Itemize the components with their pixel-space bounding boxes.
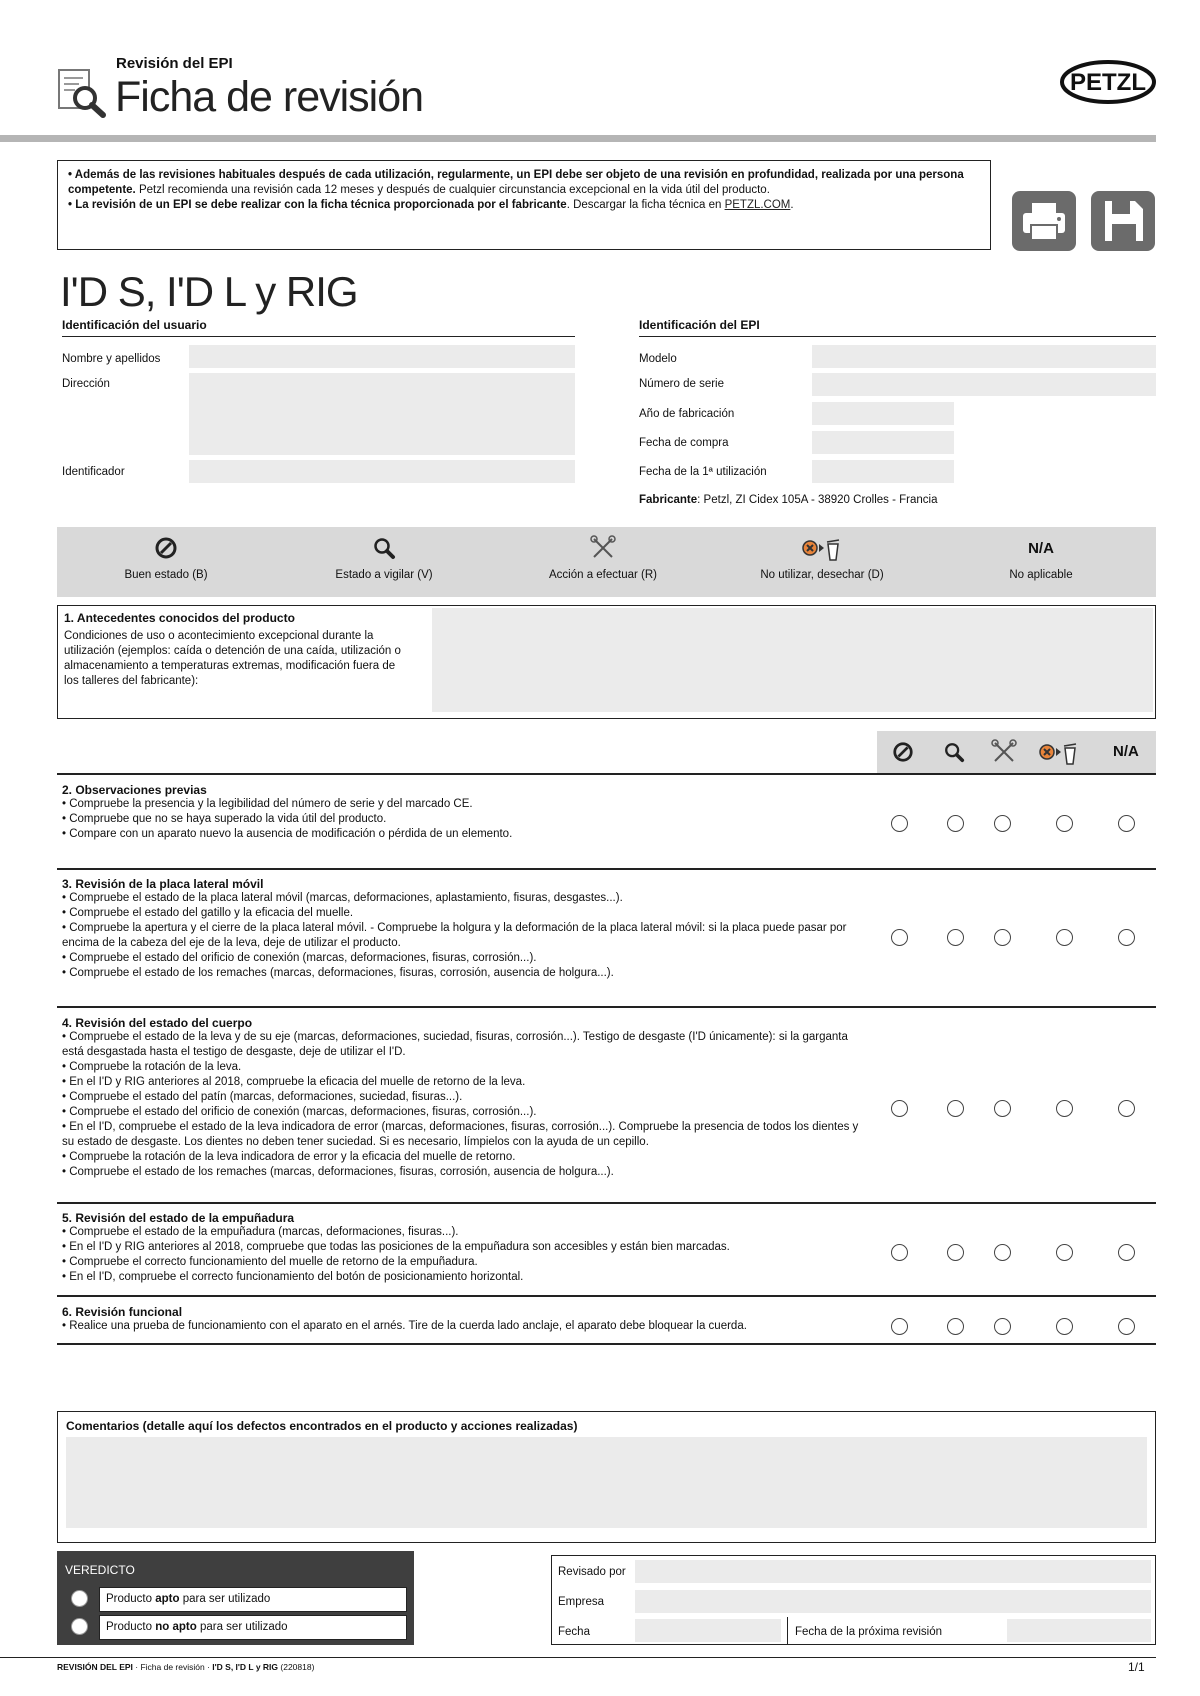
first-use-field[interactable] <box>812 460 954 483</box>
petzl-link[interactable]: PETZL.COM <box>724 199 791 211</box>
first-use-label: Fecha de la 1ª utilización <box>639 466 767 478</box>
address-field[interactable] <box>189 373 575 455</box>
legend-discard: No utilizar, desechar (D) <box>722 535 922 581</box>
row-divider <box>57 773 1156 775</box>
section-body: 4. Revisión del estado del cuerpo • Compruebe el estado de la leva y de su eje (marcas, deformaciones, suciedad, fisuras, corrosión...). Testigo de desgaste (I'D únicamente): si la garganta está desgastada hasta el testigo de desgaste, deje de utilizar el I'D. • Compruebe la rotación de la leva. • En el I'D y RIG anteriores al 2018, compruebe la eficacia del muelle de retorno de la leva. • Compruebe el estado del patín (marcas, deformaciones, suciedad, fisuras...). • Compruebe el estado del orificio de conexión (marcas, deformaciones, fisuras, corrosión...). • En el I'D, compruebe el estado de la leva indicadora de error (marcas, deformaciones, fisuras, corrosión...). Compruebe la presencia de todos los dientes y su estado de desgaste. Los dientes no deben tener suciedad. Si es necesario, límpielos con la ayuda de un cepillo. • Compruebe la rotación de la leva indicadora de error y la eficacia del muelle de retorno. • Compruebe el estado de los remaches (marcas, deformaciones, fisuras, corrosión, ausencia de holgura...). <box>62 1016 859 1178</box>
discard-icon <box>802 534 842 562</box>
discard-icon <box>1039 738 1079 766</box>
row-divider <box>57 868 1156 870</box>
model-field[interactable] <box>812 345 1156 368</box>
ppe-id-heading: Identificación del EPI <box>639 318 1156 337</box>
legend-action: Acción a efectuar (R) <box>503 535 703 581</box>
identifier-field[interactable] <box>189 460 575 483</box>
footer-doc-id: REVISIÓN DEL EPI · Ficha de revisión · I'D S, I'D L y RIG (220818) <box>57 1662 315 1672</box>
header-divider <box>0 135 1156 142</box>
radio-discard-5[interactable] <box>1056 1244 1073 1261</box>
save-button[interactable] <box>1091 191 1155 251</box>
verdict-unfit-radio[interactable] <box>71 1618 88 1635</box>
radio-discard-3[interactable] <box>1056 929 1073 946</box>
verdict-title: VEREDICTO <box>65 1563 135 1577</box>
history-field[interactable] <box>432 608 1153 712</box>
legend-na: N/A No aplicable <box>1009 539 1073 581</box>
purchase-date-label: Fecha de compra <box>639 437 729 449</box>
year-label: Año de fabricación <box>639 408 735 420</box>
manufacturer-text: Fabricante: Petzl, ZI Cidex 105A - 38920 Crolles - Francia <box>639 494 938 506</box>
reviewed-by-field[interactable] <box>635 1560 1151 1583</box>
radio-good-2[interactable] <box>891 815 908 832</box>
radio-na-4[interactable] <box>1118 1100 1135 1117</box>
radio-action-2[interactable] <box>994 815 1011 832</box>
radio-monitor-3[interactable] <box>947 929 964 946</box>
comments-title: Comentarios (detalle aquí los defectos encontrados en el producto y acciones realizadas) <box>66 1419 578 1433</box>
page-number: 1/1 <box>1128 1660 1145 1674</box>
purchase-date-field[interactable] <box>812 431 954 454</box>
reviewed-by-label: Revisado por <box>558 1566 626 1578</box>
radio-discard-4[interactable] <box>1056 1100 1073 1117</box>
radio-action-3[interactable] <box>994 929 1011 946</box>
radio-monitor-4[interactable] <box>947 1100 964 1117</box>
user-id-heading: Identificación del usuario <box>62 318 575 337</box>
identifier-label: Identificador <box>62 466 125 478</box>
verdict-box <box>57 1551 414 1645</box>
date-field[interactable] <box>635 1619 781 1642</box>
radio-na-3[interactable] <box>1118 929 1135 946</box>
company-field[interactable] <box>635 1590 1151 1613</box>
verdict-unfit-option[interactable]: Producto no apto para ser utilizado <box>99 1615 407 1640</box>
radio-na-6[interactable] <box>1118 1318 1135 1335</box>
radio-good-4[interactable] <box>891 1100 908 1117</box>
status-column-header <box>877 731 1156 773</box>
notice-box: • Además de las revisiones habituales después de cada utilización, regularmente, un EPI debe ser objeto de una revisión en profundidad, realizada por una persona competente. Petzl recomienda una revisión cada 12 meses y después de cualquier circunstancia excepcional en la vida útil del producto. • La revisión de un EPI se debe realizar con la ficha técnica proporcionada por el fabricante. Descargar la ficha técnica en PETZL.COM. <box>57 160 991 250</box>
row-divider <box>57 1343 1156 1345</box>
section-handle: 5. Revisión del estado de la empuñadura • Compruebe el estado de la empuñadura (marcas, deformaciones, fisuras...). • En el I'D y RIG anteriores al 2018, compruebe que todas las posiciones de la empuñadura son accesibles y están bien marcadas. • Compruebe el correcto funcionamiento del muelle de retorno de la empuñadura. • En el I'D, compruebe el correcto funcionamiento del botón de posicionamiento horizontal. <box>62 1211 730 1283</box>
verdict-fit-option[interactable]: Producto apto para ser utilizado <box>99 1587 407 1612</box>
radio-discard-2[interactable] <box>1056 815 1073 832</box>
floppy-disk-icon <box>1091 191 1155 251</box>
printer-icon <box>1012 191 1076 251</box>
name-label: Nombre y apellidos <box>62 353 161 365</box>
radio-na-5[interactable] <box>1118 1244 1135 1261</box>
radio-monitor-6[interactable] <box>947 1318 964 1335</box>
history-title: 1. Antecedentes conocidos del producto <box>64 611 295 625</box>
comments-field[interactable] <box>66 1437 1147 1528</box>
check-circle-icon <box>154 536 178 560</box>
product-title: I'D S, I'D L y RIG <box>60 268 358 315</box>
na-column-label: N/A <box>1113 743 1139 760</box>
inspection-doc-icon <box>55 68 107 118</box>
section-preliminary: 2. Observaciones previas • Compruebe la presencia y la legibilidad del número de serie y del marcado CE. • Compruebe que no se haya superado la vida útil del producto. • Compare con un aparato nuevo la ausencia de modificación o pérdida de un elemento. <box>62 783 513 840</box>
radio-action-4[interactable] <box>994 1100 1011 1117</box>
tools-icon <box>589 534 617 562</box>
company-label: Empresa <box>558 1596 605 1608</box>
serial-field[interactable] <box>812 373 1156 396</box>
radio-na-2[interactable] <box>1118 815 1135 832</box>
print-button[interactable] <box>1012 191 1076 251</box>
radio-discard-6[interactable] <box>1056 1318 1073 1335</box>
page-kicker: Revisión del EPI <box>116 55 233 72</box>
page-title: Ficha de revisión <box>115 73 424 121</box>
legend-bar <box>57 527 1156 597</box>
next-review-label: Fecha de la próxima revisión <box>795 1626 943 1638</box>
radio-action-5[interactable] <box>994 1244 1011 1261</box>
next-review-field[interactable] <box>1007 1619 1151 1642</box>
name-field[interactable] <box>189 345 575 368</box>
row-divider <box>57 1006 1156 1008</box>
model-label: Modelo <box>639 353 677 365</box>
address-label: Dirección <box>62 378 110 390</box>
legend-good: Buen estado (B) <box>66 535 266 581</box>
verdict-fit-radio[interactable] <box>71 1590 88 1607</box>
radio-good-3[interactable] <box>891 929 908 946</box>
date-label: Fecha <box>558 1626 590 1638</box>
radio-good-6[interactable] <box>891 1318 908 1335</box>
magnifier-icon <box>372 536 396 560</box>
history-description: Condiciones de uso o acontecimiento excepcional durante la utilización (ejemplos: caída o detención de una caída, utilización o almacenamiento a temperaturas extremas, modificación fuera de los talleres del fabricante): <box>64 630 401 687</box>
petzl-logo <box>1058 58 1160 106</box>
radio-good-5[interactable] <box>891 1244 908 1261</box>
date-divider <box>787 1617 788 1644</box>
tools-icon <box>990 738 1018 766</box>
serial-label: Número de serie <box>639 378 725 390</box>
radio-action-6[interactable] <box>994 1318 1011 1335</box>
row-divider <box>57 1202 1156 1204</box>
review-box <box>551 1555 1156 1645</box>
legend-monitor: Estado a vigilar (V) <box>284 535 484 581</box>
radio-monitor-2[interactable] <box>947 815 964 832</box>
year-field[interactable] <box>812 402 954 425</box>
radio-monitor-5[interactable] <box>947 1244 964 1261</box>
footer-divider <box>0 1657 1156 1658</box>
row-divider <box>57 1295 1156 1297</box>
magnifier-icon <box>943 741 965 763</box>
comments-box <box>57 1411 1156 1543</box>
svg-text:PETZL: PETZL <box>1070 69 1146 96</box>
section-functional: 6. Revisión funcional • Realice una prueba de funcionamiento con el aparato en el arnés. Tire de la cuerda lado anclaje, el aparato debe bloquear la cuerda. <box>62 1305 747 1332</box>
check-circle-icon <box>892 741 914 763</box>
section-side-plate: 3. Revisión de la placa lateral móvil • Compruebe el estado de la placa lateral móvil (marcas, deformaciones, aplastamiento, fisuras, desgastes...). • Compruebe el estado del gatillo y la eficacia del muelle. • Compruebe la apertura y el cierre de la placa lateral móvil. - Compruebe la holgura y la deformación de la placa lateral móvil: si la placa puede pasar por encima de la cabeza del eje de la leva, deje de utilizar el producto. • Compruebe el estado del orificio de conexión (marcas, deformaciones, fisuras, corrosión...). • Compruebe el estado de los remaches (marcas, deformaciones, fisuras, corrosión, ausencia de holgura...). <box>62 877 847 979</box>
product-history-box <box>57 605 1156 719</box>
